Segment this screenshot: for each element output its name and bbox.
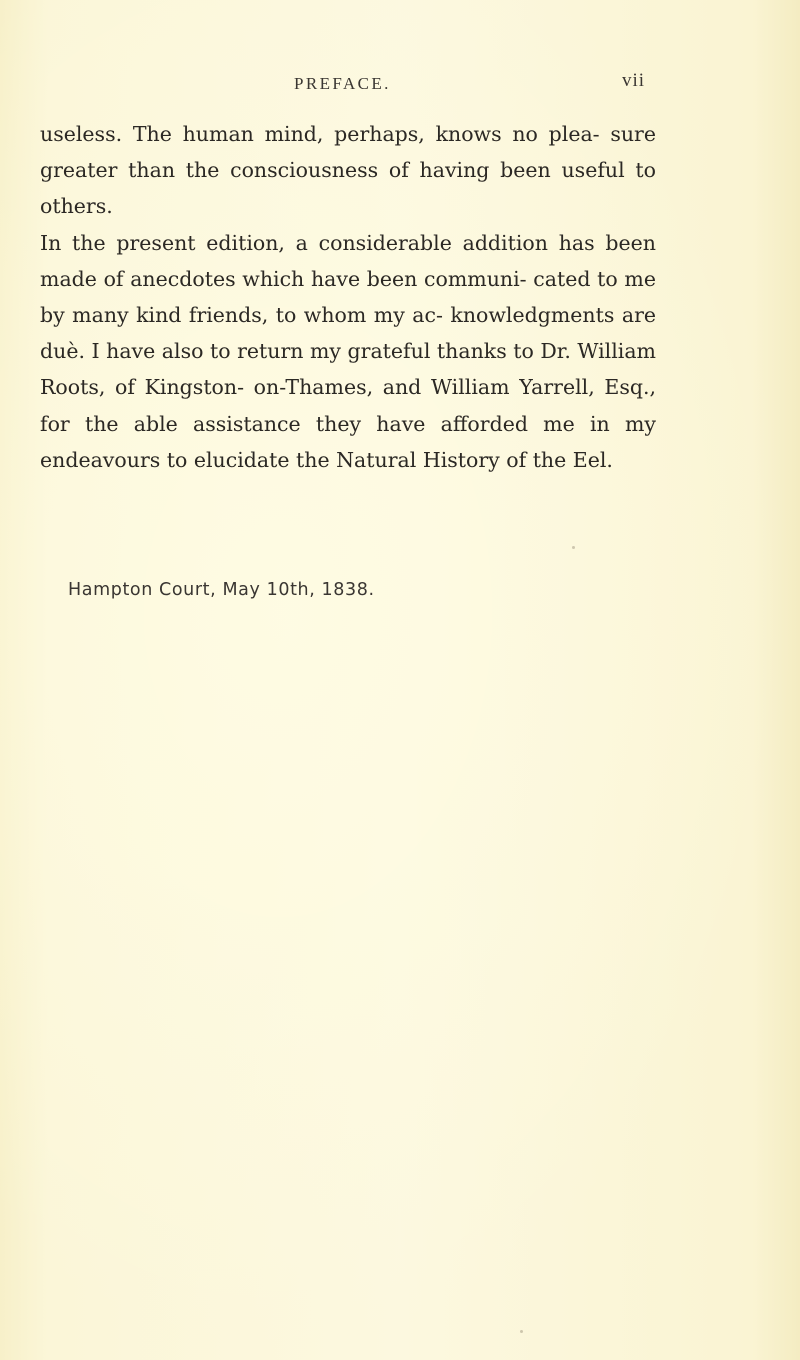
page-number: vii: [622, 70, 646, 91]
paper-speck: [572, 546, 575, 549]
paper-speck: [520, 1330, 523, 1333]
paragraph-2: In the present edition, a considerable addition has been made of anecdotes which have been communi- cated to me by many kind friends, to whom my ac- knowledgments are duè. I have also to return my grateful thanks to Dr. William Roots, of Kingston- on-Thames, and William Yarrell, Esq., for the able assistance they have afforded me in my endeavours to elucidate the Natural History of the Eel.: [40, 230, 656, 472]
running-head-title: PREFACE.: [294, 74, 391, 93]
paragraph-1: useless. The human mind, perhaps, knows no plea- sure greater than the consciousness of having been useful to others.: [40, 122, 656, 219]
running-head: [0, 70, 800, 104]
body-text: [40, 116, 656, 478]
signoff-dateline: Hampton Court, May 10th, 1838.: [68, 580, 375, 600]
